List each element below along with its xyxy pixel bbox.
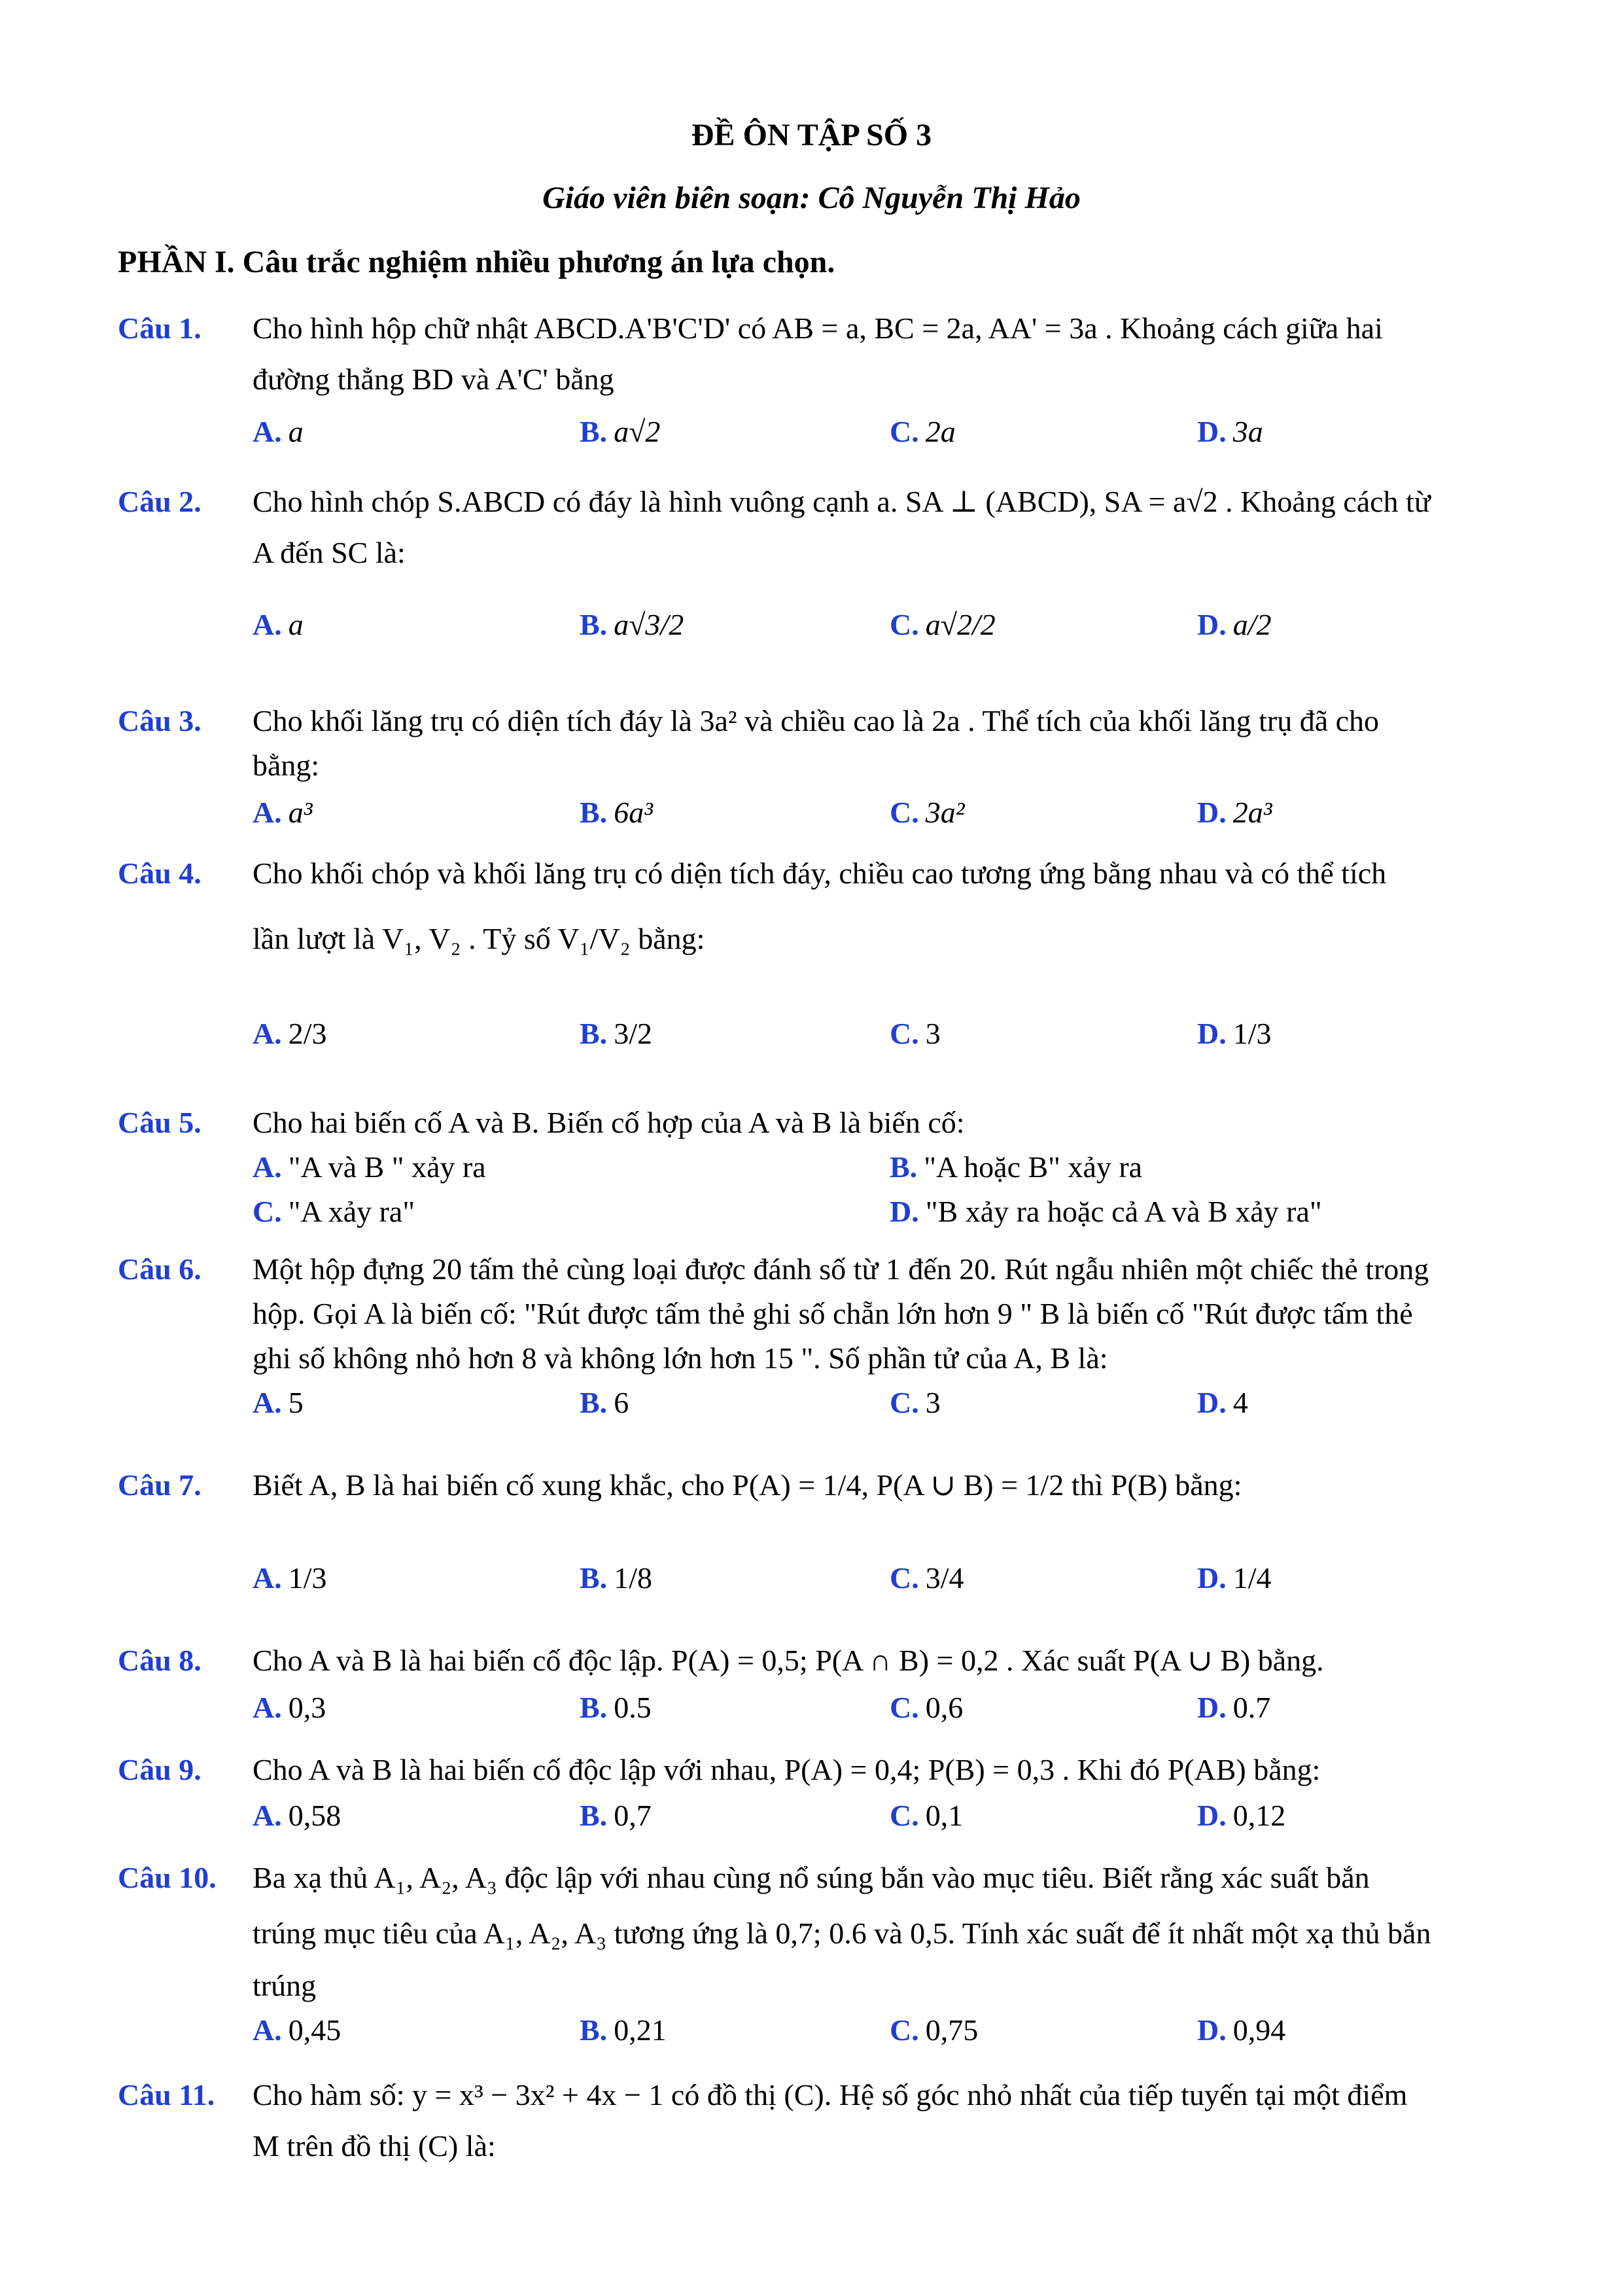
option-value: 1/3 (288, 1561, 327, 1595)
option-value: 2/3 (288, 1017, 327, 1050)
question-1-stem-line2: đường thẳng BD và A'C' bằng (253, 362, 614, 396)
question-3-option-c[interactable] (890, 793, 965, 832)
option-value: 0,3 (288, 1691, 326, 1724)
question-6-option-b[interactable] (580, 1383, 629, 1422)
option-value: 6a³ (614, 796, 653, 829)
question-9-option-b[interactable] (580, 1796, 652, 1835)
option-letter: C. (890, 1386, 919, 1419)
option-letter: C. (253, 1195, 282, 1228)
option-letter: B. (580, 1017, 608, 1050)
option-letter: D. (1197, 1799, 1227, 1832)
option-value: 0,75 (925, 2013, 979, 2047)
question-2-option-a[interactable] (253, 605, 304, 645)
question-1-option-d[interactable] (1197, 412, 1263, 451)
option-letter: D. (1197, 1691, 1227, 1724)
question-11-label: Câu 11. (118, 2078, 215, 2111)
option-letter: A. (253, 415, 282, 448)
question-8-option-b[interactable] (580, 1688, 652, 1727)
option-letter: D. (1197, 608, 1227, 641)
option-value: "A xảy ra" (288, 1195, 415, 1228)
question-10-stem-line2: trúng mục tiêu của A₁, A₂, A₃ tương ứng là 0,7; 0.6 và 0,5. Tính xác suất để ít nhất một xạ thủ bắn (253, 1916, 1431, 1950)
question-4-label: Câu 4. (118, 857, 201, 890)
option-value: 1/3 (1232, 1017, 1272, 1050)
question-5-option-b[interactable] (890, 1148, 1142, 1187)
question-4-option-b[interactable] (580, 1014, 652, 1053)
question-7-option-b[interactable] (580, 1559, 652, 1598)
question-6-option-d[interactable] (1197, 1383, 1248, 1422)
question-1-label: Câu 1. (118, 311, 201, 345)
question-1-option-c[interactable] (890, 412, 956, 451)
question-10-option-c[interactable] (890, 2011, 978, 2050)
question-1-option-a[interactable] (253, 412, 304, 451)
question-1-option-b[interactable] (580, 412, 660, 451)
question-4-stem-line1: Cho khối chóp và khối lăng trụ có diện tích đáy, chiều cao tương ứng bằng nhau và có thể tích (253, 857, 1387, 890)
option-letter: D. (890, 1195, 919, 1228)
option-letter: B. (890, 1150, 918, 1184)
option-letter: A. (253, 1150, 282, 1184)
question-2-option-b[interactable] (580, 605, 684, 645)
question-6-option-c[interactable] (890, 1383, 941, 1422)
option-letter: D. (1197, 1386, 1227, 1419)
option-value: 3/4 (925, 1561, 964, 1595)
question-3-option-a[interactable] (253, 793, 313, 832)
option-letter: A. (253, 1386, 282, 1419)
option-letter: C. (890, 796, 919, 829)
option-letter: A. (253, 608, 282, 641)
question-2-option-c[interactable] (890, 605, 996, 645)
option-value: a√3/2 (614, 608, 684, 641)
question-2-label: Câu 2. (118, 485, 201, 518)
question-9-option-a[interactable] (253, 1796, 341, 1835)
option-value: 2a³ (1232, 796, 1272, 829)
question-6-option-a[interactable] (253, 1383, 304, 1422)
question-8-option-d[interactable] (1197, 1688, 1270, 1727)
question-5-stem-line1: Cho hai biến cố A và B. Biến cố hợp của A và B là biến cố: (253, 1106, 965, 1139)
question-3-option-b[interactable] (580, 793, 653, 832)
option-letter: D. (1197, 2013, 1227, 2047)
option-value: 0,21 (614, 2013, 667, 2047)
option-letter: C. (890, 1799, 919, 1832)
option-letter: C. (890, 415, 919, 448)
question-11-stem-line2: M trên đồ thị (C) là: (253, 2129, 496, 2163)
question-4-stem-line2: lần lượt là V₁, V₂ . Tỷ số V₁/V₂ bằng: (253, 922, 705, 955)
option-value: 0.5 (614, 1691, 652, 1724)
option-letter: A. (253, 1561, 282, 1595)
question-9-label: Câu 9. (118, 1753, 201, 1786)
question-11-stem-line1: Cho hàm số: y = x³ − 3x² + 4x − 1 có đồ thị (C). Hệ số góc nhỏ nhất của tiếp tuyến tại một điểm (253, 2078, 1408, 2111)
author-line: Giáo viên biên soạn: Cô Nguyễn Thị Hảo (542, 181, 1081, 215)
option-value: 0,45 (288, 2013, 341, 2047)
option-letter: B. (580, 1799, 608, 1832)
question-6-label: Câu 6. (118, 1252, 201, 1286)
option-letter: D. (1197, 415, 1227, 448)
option-letter: B. (580, 415, 608, 448)
section-heading: PHẦN I. Câu trắc nghiệm nhiều phương án lựa chọn. (118, 245, 835, 279)
option-value: a√2 (614, 415, 661, 448)
option-letter: B. (580, 608, 608, 641)
question-8-option-a[interactable] (253, 1688, 326, 1727)
option-value: 5 (288, 1386, 304, 1419)
option-letter: A. (253, 1691, 282, 1724)
option-value: "A hoặc B" xảy ra (924, 1150, 1143, 1184)
question-9-stem-line1: Cho A và B là hai biến cố độc lập với nhau, P(A) = 0,4; P(B) = 0,3 . Khi đó P(AB) bằng: (253, 1753, 1321, 1786)
option-letter: B. (580, 2013, 608, 2047)
option-letter: B. (580, 1691, 608, 1724)
option-value: a/2 (1232, 608, 1272, 641)
option-value: 3/2 (614, 1017, 652, 1050)
question-7-label: Câu 7. (118, 1468, 201, 1502)
option-letter: A. (253, 2013, 282, 2047)
option-letter: A. (253, 1017, 282, 1050)
option-value: 0.7 (1232, 1691, 1271, 1724)
option-value: a (288, 608, 304, 641)
question-4-option-c[interactable] (890, 1014, 941, 1053)
option-value: "B xảy ra hoặc cả A và B xảy ra" (925, 1195, 1322, 1228)
option-letter: C. (890, 1561, 919, 1595)
question-6-stem-line3: ghi số không nhỏ hơn 8 và không lớn hơn 15 ". Số phần tử của A, B là: (253, 1341, 1108, 1375)
option-value: a (288, 415, 304, 448)
option-letter: D. (1197, 1561, 1227, 1595)
option-letter: C. (890, 608, 919, 641)
option-value: 0,94 (1232, 2013, 1286, 2047)
option-value: a³ (288, 796, 313, 829)
question-7-stem-line1: Biết A, B là hai biến cố xung khắc, cho P(A) = 1/4, P(A ∪ B) = 1/2 thì P(B) bằng: (253, 1468, 1242, 1502)
question-3-option-d[interactable] (1197, 793, 1272, 832)
question-5-label: Câu 5. (118, 1106, 201, 1139)
question-1-stem-line1: Cho hình hộp chữ nhật ABCD.A'B'C'D' có AB = a, BC = 2a, AA' = 3a . Khoảng cách giữa hai (253, 311, 1383, 345)
question-8-option-c[interactable] (890, 1688, 963, 1727)
question-10-stem-line3: trúng (253, 1969, 317, 2002)
option-value: 0,1 (925, 1799, 964, 1832)
question-3-label: Câu 3. (118, 704, 201, 737)
option-value: 0,58 (288, 1799, 341, 1832)
option-letter: A. (253, 1799, 282, 1832)
option-letter: D. (1197, 796, 1227, 829)
question-7-option-a[interactable] (253, 1559, 327, 1598)
option-letter: B. (580, 1561, 608, 1595)
question-2-stem-line1: Cho hình chóp S.ABCD có đáy là hình vuông cạnh a. SA ⊥ (ABCD), SA = a√2 . Khoảng cách từ (253, 485, 1431, 518)
option-value: 4 (1232, 1386, 1248, 1419)
option-letter: C. (890, 1017, 919, 1050)
option-value: "A và B " xảy ra (288, 1150, 486, 1184)
option-value: 2a (925, 415, 956, 448)
option-letter: D. (1197, 1017, 1227, 1050)
option-value: 1/4 (1232, 1561, 1272, 1595)
option-value: 0,6 (925, 1691, 964, 1724)
question-5-option-c[interactable] (253, 1192, 415, 1231)
option-value: 3 (925, 1017, 941, 1050)
question-7-option-c[interactable] (890, 1559, 964, 1598)
question-5-option-a[interactable] (253, 1148, 486, 1187)
option-value: a√2/2 (925, 608, 996, 641)
question-6-stem-line2: hộp. Gọi A là biến cố: "Rút được tấm thẻ ghi số chẵn lớn hơn 9 " B là biến cố "Rút được tấm thẻ (253, 1297, 1413, 1330)
question-5-option-d[interactable] (890, 1192, 1322, 1231)
option-letter: A. (253, 796, 282, 829)
option-value: 6 (614, 1386, 629, 1419)
question-3-stem-line2: bằng: (253, 749, 320, 782)
option-letter: B. (580, 1386, 608, 1419)
question-9-option-c[interactable] (890, 1796, 963, 1835)
question-10-option-b[interactable] (580, 2011, 667, 2050)
question-10-stem-line1: Ba xạ thủ A₁, A₂, A₃ độc lập với nhau cùng nổ súng bắn vào mục tiêu. Biết rằng xác suất bắn (253, 1861, 1370, 1894)
page-title: ĐỀ ÔN TẬP SỐ 3 (691, 118, 932, 152)
option-value: 0,7 (614, 1799, 652, 1832)
option-value: 3a (1232, 415, 1263, 448)
question-7-option-d[interactable] (1197, 1559, 1272, 1598)
question-4-option-d[interactable] (1197, 1014, 1272, 1053)
question-4-option-a[interactable] (253, 1014, 327, 1053)
question-2-stem-line2: A đến SC là: (253, 536, 406, 569)
option-value: 3 (925, 1386, 941, 1419)
question-9-option-d[interactable] (1197, 1796, 1285, 1835)
question-8-label: Câu 8. (118, 1644, 201, 1677)
question-10-option-a[interactable] (253, 2011, 341, 2050)
option-value: 0,12 (1232, 1799, 1286, 1832)
question-3-stem-line1: Cho khối lăng trụ có diện tích đáy là 3a² và chiều cao là 2a . Thể tích của khối lăng trụ đã cho (253, 704, 1380, 737)
question-10-label: Câu 10. (118, 1861, 217, 1894)
question-6-stem-line1: Một hộp đựng 20 tấm thẻ cùng loại được đánh số từ 1 đến 20. Rút ngẫu nhiên một chiếc thẻ trong (253, 1252, 1429, 1286)
option-letter: B. (580, 796, 608, 829)
option-letter: C. (890, 1691, 919, 1724)
option-value: 3a² (925, 796, 965, 829)
option-value: 1/8 (614, 1561, 652, 1595)
option-letter: C. (890, 2013, 919, 2047)
question-8-stem-line1: Cho A và B là hai biến cố độc lập. P(A) = 0,5; P(A ∩ B) = 0,2 . Xác suất P(A ∪ B) bằng. (253, 1644, 1324, 1677)
question-10-option-d[interactable] (1197, 2011, 1285, 2050)
question-2-option-d[interactable] (1197, 605, 1272, 645)
